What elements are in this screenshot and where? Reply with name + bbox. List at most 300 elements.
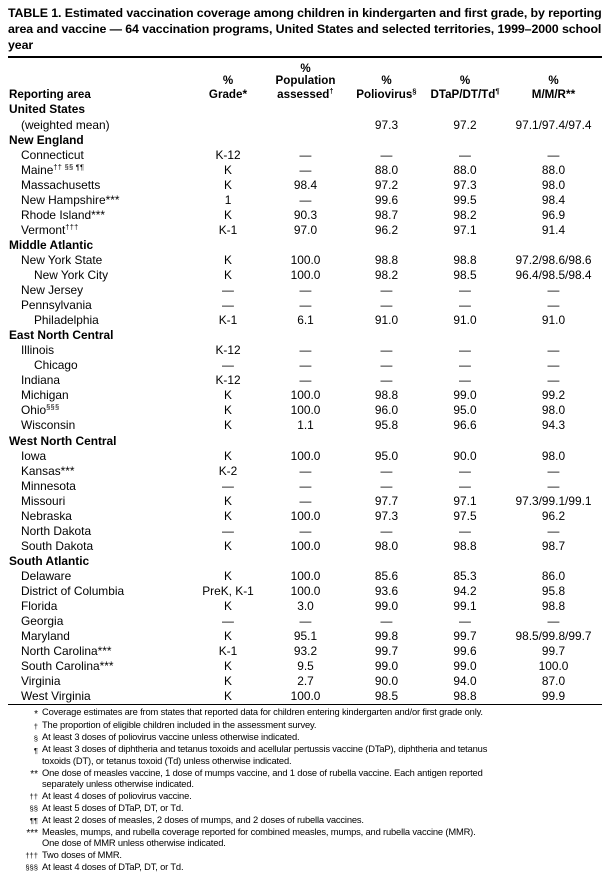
cell-mmr: 87.0	[541, 674, 566, 689]
area-label: Indiana	[21, 373, 61, 388]
header-label-row	[8, 89, 602, 103]
table-row	[8, 644, 602, 659]
cell-reporting-area	[8, 148, 193, 163]
cell-reporting-area	[8, 584, 193, 599]
cell-reporting-area	[8, 133, 193, 148]
footnote-item	[8, 744, 602, 767]
area-footnote-marker: †††	[65, 222, 79, 232]
cell-mmr: 99.7	[541, 644, 566, 659]
cell-population-assessed	[263, 554, 348, 569]
area-label: East North Central	[9, 328, 114, 343]
area-label: Nebraska	[21, 508, 72, 523]
table-row	[8, 163, 602, 178]
cell-grade: K	[224, 689, 232, 704]
cell-mmr: 96.9	[541, 207, 566, 222]
cell-reporting-area	[8, 358, 193, 373]
cell-poliovirus: 97.2	[374, 177, 399, 192]
cell-poliovirus: 98.8	[374, 388, 399, 403]
cell-mmr: —	[547, 358, 560, 373]
footnote-item	[8, 850, 602, 862]
cell-dtap	[425, 102, 505, 117]
area-label: New York State	[21, 252, 103, 267]
header-polio-percent: %	[381, 74, 392, 88]
cell-dtap: 97.3	[453, 177, 477, 192]
area-label: Chicago	[34, 358, 78, 373]
footnote-item	[8, 862, 602, 874]
cell-mmr: 91.4	[541, 222, 566, 237]
cell-reporting-area	[8, 388, 193, 403]
cell-reporting-area	[8, 418, 193, 433]
cell-population-assessed	[263, 238, 348, 253]
area-label: Missouri	[21, 493, 66, 508]
cell-dtap: 90.0	[453, 448, 477, 463]
cell-dtap: —	[459, 283, 471, 298]
header-grade-label: Grade	[208, 87, 243, 101]
table-row	[8, 358, 602, 373]
table-body	[8, 102, 602, 704]
cell-mmr	[505, 238, 602, 253]
table-header	[8, 58, 602, 102]
cell-population-assessed: —	[299, 358, 312, 373]
cell-dtap	[425, 328, 505, 343]
cell-mmr: 99.2	[541, 388, 566, 403]
table-row	[8, 268, 602, 283]
cell-dtap: —	[459, 523, 471, 538]
header-pop-line1: Population	[275, 74, 336, 88]
cell-mmr: 96.2	[541, 508, 566, 523]
region-header-row	[8, 133, 602, 148]
cell-mmr: 97.2/98.6/98.6	[515, 252, 592, 267]
cell-dtap: 99.6	[453, 644, 477, 659]
footnote-text-line: At least 2 doses of measles, 2 doses of mumps, and 2 doses of rubella vaccines.	[42, 814, 364, 825]
cell-dtap: 98.8	[453, 538, 477, 553]
cell-poliovirus: 99.0	[374, 599, 399, 614]
cell-reporting-area	[8, 494, 193, 509]
cell-mmr: —	[547, 283, 560, 298]
area-label: Connecticut	[21, 147, 84, 162]
cell-grade: K	[224, 448, 232, 463]
cell-grade: K	[224, 629, 232, 644]
table-row	[8, 298, 602, 313]
cell-population-assessed: 3.0	[297, 599, 314, 614]
header-mmr-label: M/M/R	[531, 87, 566, 101]
cell-population-assessed: —	[299, 298, 312, 313]
cell-population-assessed: —	[299, 147, 312, 162]
area-footnote-marker: †† §§ ¶¶	[53, 162, 85, 172]
cell-poliovirus: —	[380, 478, 393, 493]
cell-grade: K	[224, 207, 232, 222]
cell-population-assessed	[263, 328, 348, 343]
cell-population-assessed: —	[299, 478, 312, 493]
cell-population-assessed: 93.2	[293, 644, 318, 659]
area-label: New Jersey	[21, 283, 84, 298]
footnote-marker: **	[30, 769, 38, 781]
cell-dtap	[425, 554, 505, 569]
cell-reporting-area	[8, 524, 193, 539]
cell-reporting-area	[8, 118, 193, 133]
cell-mmr: 91.0	[541, 313, 566, 328]
header-mmr-footnote-marker: **	[565, 86, 576, 101]
footnote-text	[42, 827, 602, 850]
cell-reporting-area	[8, 539, 193, 554]
table-row	[8, 283, 602, 298]
footnote-marker: ¶¶	[29, 816, 38, 826]
area-label: Ohio	[21, 403, 47, 418]
cell-population-assessed: 100.0	[290, 448, 321, 463]
cell-reporting-area	[8, 659, 193, 674]
header-spacer-polio	[348, 58, 425, 75]
cell-population-assessed: —	[299, 192, 312, 207]
cell-reporting-area	[8, 298, 193, 313]
cell-mmr: 98.8	[541, 599, 566, 614]
cell-poliovirus	[348, 238, 425, 253]
table-row	[8, 569, 602, 584]
footnote-text-line: Coverage estimates are from states that reported data for children entering kindergarten and/or first grade only.	[42, 707, 483, 718]
cell-poliovirus: 98.2	[374, 267, 399, 282]
footnote-item	[8, 815, 602, 827]
area-label: Wisconsin	[21, 418, 76, 433]
footnote-text-continuation: One dose of MMR unless otherwise indicated.	[42, 838, 226, 849]
area-label: Maine	[21, 162, 54, 177]
cell-poliovirus	[348, 102, 425, 117]
table-row	[8, 403, 602, 418]
cell-poliovirus	[348, 554, 425, 569]
cell-dtap: 97.1	[453, 222, 477, 237]
table-row	[8, 418, 602, 433]
cell-dtap: —	[459, 373, 471, 388]
cell-grade: K	[224, 418, 232, 433]
area-label: West Virginia	[21, 689, 91, 704]
cell-reporting-area	[8, 434, 193, 449]
header-pop-percent: %	[300, 61, 311, 75]
cell-population-assessed	[263, 102, 348, 117]
cell-population-assessed: 9.5	[297, 659, 314, 674]
header-spacer-area-2	[8, 75, 193, 89]
cell-dtap: 88.0	[453, 162, 477, 177]
cell-poliovirus: —	[380, 358, 393, 373]
area-label: Philadelphia	[34, 313, 99, 328]
cell-poliovirus: 97.3	[374, 117, 399, 132]
header-poliovirus	[348, 86, 425, 103]
cell-poliovirus: 96.2	[374, 222, 399, 237]
area-label: New Hampshire	[21, 192, 106, 207]
footnote-text	[42, 803, 602, 815]
footnote-rule	[8, 704, 602, 705]
footnote-marker: ¶	[33, 745, 38, 755]
cell-grade: K	[224, 162, 232, 177]
table-row	[8, 539, 602, 554]
cell-grade: K	[224, 508, 232, 523]
cell-poliovirus: 88.0	[374, 162, 399, 177]
area-label: South Carolina	[21, 659, 100, 674]
cell-grade: K	[224, 267, 232, 282]
cell-grade: K	[224, 177, 232, 192]
region-header-row	[8, 102, 602, 117]
table-row	[8, 689, 602, 704]
cell-population-assessed: —	[299, 283, 312, 298]
cell-poliovirus: 98.5	[374, 689, 399, 704]
cell-grade: —	[222, 523, 234, 538]
cell-dtap: 97.2	[453, 117, 477, 132]
cell-population-assessed: —	[299, 523, 312, 538]
footnote-marker: §§§	[25, 863, 38, 873]
table-row	[8, 584, 602, 599]
cell-grade: —	[222, 358, 234, 373]
cell-poliovirus: 99.0	[374, 659, 399, 674]
footnote-text-line: Measles, mumps, and rubella coverage reported for combined measles, mumps, and rubella vaccine (MMR).	[42, 826, 476, 837]
footnote-text-continuation: separately unless otherwise indicated.	[42, 779, 194, 790]
footnote-text	[42, 732, 602, 744]
cell-population-assessed	[263, 133, 348, 148]
cell-reporting-area	[8, 343, 193, 358]
cell-population-assessed: 1.1	[297, 418, 314, 433]
footnote-text-line: One dose of measles vaccine, 1 dose of mumps vaccine, and 1 dose of rubella vaccine. Each antigen reported	[42, 767, 483, 778]
cell-grade: —	[222, 614, 234, 629]
cell-mmr: —	[547, 523, 560, 538]
cell-poliovirus: 91.0	[374, 313, 399, 328]
header-dtap-percent: %	[459, 74, 471, 88]
cell-population-assessed: —	[299, 162, 312, 177]
cell-grade	[193, 102, 263, 117]
header-dtap-footnote-marker: ¶	[495, 86, 500, 96]
table-row	[8, 223, 602, 238]
footnote-marker: *	[34, 708, 38, 720]
header-polio-footnote-marker: §	[412, 86, 417, 96]
cell-mmr	[505, 133, 602, 148]
header-grade	[193, 86, 263, 103]
header-top-row	[8, 58, 602, 75]
footnote-text	[42, 768, 602, 791]
table-row	[8, 343, 602, 358]
cell-mmr: 98.0	[541, 448, 566, 463]
cell-population-assessed: —	[299, 493, 312, 508]
cell-population-assessed: —	[299, 614, 312, 629]
area-footnote-marker: ***	[60, 463, 75, 478]
cell-population-assessed: 2.7	[297, 674, 314, 689]
cell-mmr: —	[547, 463, 560, 478]
area-footnote-marker: ***	[99, 659, 114, 674]
region-header-row	[8, 554, 602, 569]
cell-mmr: 97.3/99.1/99.1	[515, 493, 592, 508]
cell-reporting-area	[8, 629, 193, 644]
header-reporting-area: Reporting area	[9, 87, 91, 101]
cell-grade: K	[224, 403, 232, 418]
cell-population-assessed: 100.0	[290, 508, 321, 523]
cell-mmr: 98.5/99.8/99.7	[515, 629, 592, 644]
cell-grade	[193, 238, 263, 253]
area-footnote-marker: ***	[97, 644, 112, 659]
cell-dtap: —	[459, 147, 471, 162]
area-label: Vermont	[21, 222, 66, 237]
area-label: Maryland	[21, 629, 70, 644]
footnote-marker: §	[33, 733, 38, 743]
cell-reporting-area	[8, 554, 193, 569]
table-row	[8, 118, 602, 133]
cell-dtap: —	[459, 478, 471, 493]
cell-mmr: 94.3	[541, 418, 566, 433]
cell-mmr	[505, 554, 602, 569]
cell-grade: K	[224, 388, 232, 403]
cell-dtap	[425, 434, 505, 449]
footnotes-list	[8, 707, 602, 874]
cell-poliovirus: 95.8	[374, 418, 399, 433]
cell-mmr: —	[547, 478, 560, 493]
cell-grade: —	[222, 283, 234, 298]
area-label: United States	[9, 102, 85, 117]
area-label: Minnesota	[21, 478, 76, 493]
footnote-text	[42, 744, 602, 767]
cell-reporting-area	[8, 373, 193, 388]
table-row	[8, 494, 602, 509]
cell-mmr: 95.8	[541, 583, 566, 598]
footnote-item	[8, 791, 602, 803]
cell-poliovirus: 99.6	[374, 192, 399, 207]
cell-population-assessed: 100.0	[290, 403, 321, 418]
cell-reporting-area	[8, 223, 193, 238]
area-label: Rhode Island	[21, 207, 92, 222]
table-row	[8, 614, 602, 629]
cell-mmr: 97.1/97.4/97.4	[515, 117, 592, 132]
cell-grade	[193, 133, 263, 148]
cell-mmr: —	[547, 343, 560, 358]
footnote-item	[8, 707, 602, 720]
footnote-item	[8, 803, 602, 815]
area-label: Virginia	[21, 674, 61, 689]
cell-dtap: 94.0	[453, 674, 477, 689]
cell-reporting-area	[8, 599, 193, 614]
header-spacer-dtap	[425, 58, 505, 75]
area-label: North Carolina	[21, 644, 98, 659]
cell-reporting-area	[8, 509, 193, 524]
cell-dtap	[425, 238, 505, 253]
cell-poliovirus	[348, 133, 425, 148]
area-footnote-marker: ***	[105, 192, 120, 207]
area-label: Pennsylvania	[21, 298, 92, 313]
cell-grade: K	[224, 493, 232, 508]
cell-dtap: 97.5	[453, 508, 477, 523]
header-mmr-percent: %	[548, 74, 559, 88]
area-label: Florida	[21, 599, 58, 614]
cell-grade: K-12	[215, 373, 241, 388]
cell-reporting-area	[8, 268, 193, 283]
area-label: New York City	[34, 267, 109, 282]
header-spacer-mmr	[505, 58, 602, 75]
area-label: Iowa	[21, 448, 47, 463]
cell-population-assessed: 6.1	[297, 313, 314, 328]
region-header-row	[8, 328, 602, 343]
cell-grade: K	[224, 538, 232, 553]
table-row	[8, 674, 602, 689]
cell-poliovirus: 97.7	[374, 493, 399, 508]
table-row	[8, 373, 602, 388]
footnote-text-continuation: toxoids (DT), or tetanus toxoid (Td) unless otherwise indicated.	[42, 756, 292, 767]
footnote-marker: †††	[25, 851, 38, 861]
cell-mmr: 98.7	[541, 538, 566, 553]
table-row	[8, 464, 602, 479]
cell-reporting-area	[8, 674, 193, 689]
cell-poliovirus: 99.7	[374, 644, 399, 659]
footnote-text-line: At least 4 doses of poliovirus vaccine.	[42, 790, 192, 801]
cell-dtap: 99.0	[453, 388, 477, 403]
cell-grade: K-2	[218, 463, 238, 478]
cell-mmr: 98.4	[541, 192, 566, 207]
header-dtap-label: DTaP/DT/Td	[430, 87, 496, 101]
cell-dtap: 94.2	[453, 583, 477, 598]
area-label: New England	[9, 132, 84, 147]
area-label: Delaware	[21, 568, 72, 583]
cell-grade	[193, 328, 263, 343]
cell-poliovirus: —	[380, 614, 393, 629]
cell-poliovirus: —	[380, 463, 393, 478]
cell-reporting-area	[8, 644, 193, 659]
cell-population-assessed: 97.0	[293, 222, 318, 237]
cell-poliovirus: —	[380, 147, 393, 162]
cell-population-assessed: 98.4	[293, 177, 318, 192]
cell-population-assessed	[263, 118, 348, 133]
cell-reporting-area	[8, 328, 193, 343]
footnote-text-line: At least 4 doses of DTaP, DT, or Td.	[42, 861, 184, 872]
footnote-text-line: At least 3 doses of diphtheria and tetanus toxoids and acellular pertussis vaccine (DTaP), diphtheria and tetanus	[42, 744, 488, 755]
table-title: TABLE 1. Estimated vaccination coverage among children in kindergarten and first grade, by reporting area and vaccine — 64 vaccination programs, United States and selected territories, 1999–2000 school year	[8, 6, 602, 53]
table-row	[8, 178, 602, 193]
header-dtap	[425, 86, 505, 103]
cell-poliovirus: —	[380, 283, 393, 298]
footnote-item	[8, 827, 602, 850]
table-row	[8, 388, 602, 403]
footnote-text	[42, 707, 602, 719]
cell-poliovirus: —	[380, 523, 393, 538]
cell-reporting-area	[8, 283, 193, 298]
table-row	[8, 313, 602, 328]
cell-mmr: —	[547, 373, 560, 388]
cell-grade: K-1	[218, 313, 238, 328]
cell-grade: 1	[224, 192, 232, 207]
table-row	[8, 509, 602, 524]
cell-population-assessed	[263, 434, 348, 449]
cell-grade: —	[222, 478, 234, 493]
table-row	[8, 524, 602, 539]
cell-population-assessed: —	[299, 463, 312, 478]
cell-poliovirus	[348, 434, 425, 449]
cell-population-assessed: 100.0	[290, 689, 321, 704]
cell-population-assessed: 90.3	[293, 207, 318, 222]
cell-population-assessed: 95.1	[293, 629, 318, 644]
footnote-marker: †	[33, 721, 38, 731]
cell-reporting-area	[8, 238, 193, 253]
cell-dtap	[425, 133, 505, 148]
area-label: Michigan	[21, 388, 69, 403]
cell-reporting-area	[8, 193, 193, 208]
table-row	[8, 148, 602, 163]
cell-grade: K	[224, 252, 232, 267]
cell-mmr: —	[547, 147, 560, 162]
table-row	[8, 449, 602, 464]
footnote-item	[8, 768, 602, 791]
cell-population-assessed: 100.0	[290, 388, 321, 403]
area-label: Kansas	[21, 463, 61, 478]
cell-population-assessed: —	[299, 343, 312, 358]
cell-poliovirus: 85.6	[374, 568, 399, 583]
area-label: South Dakota	[21, 538, 94, 553]
cell-dtap: —	[459, 358, 471, 373]
cell-dtap: 96.6	[453, 418, 477, 433]
area-label: South Atlantic	[9, 553, 90, 568]
cell-mmr: 88.0	[541, 162, 566, 177]
region-header-row	[8, 238, 602, 253]
cell-reporting-area	[8, 313, 193, 328]
header-pop-assessed	[263, 86, 348, 103]
header-percent-row	[8, 75, 602, 89]
